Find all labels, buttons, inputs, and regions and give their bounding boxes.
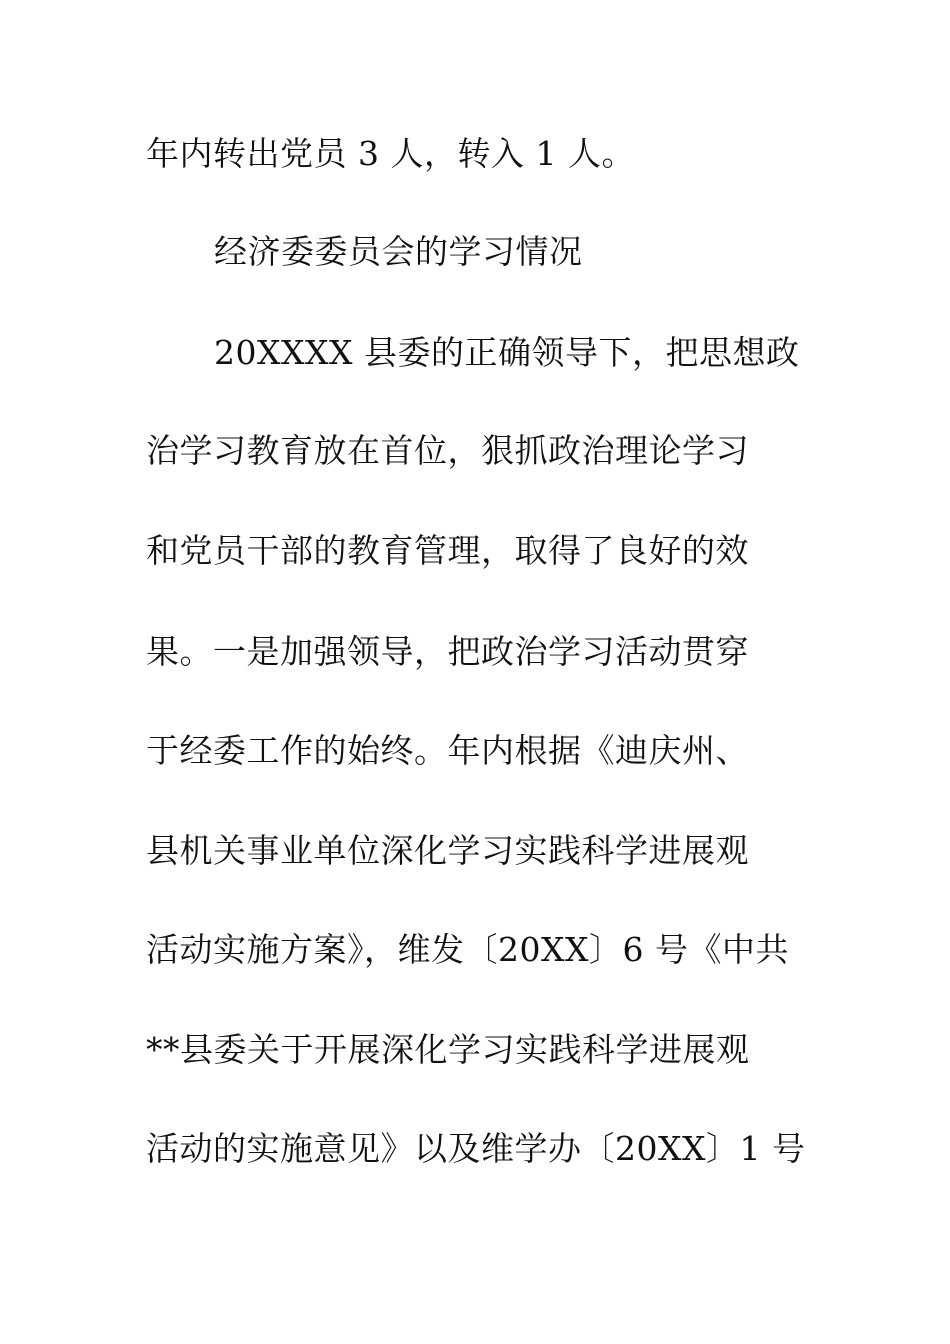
- paragraph-line: 年内转出党员 3 人，转入 1 人。: [146, 134, 635, 173]
- paragraph-line: 活动的实施意见》以及维学办〔20XX〕1 号: [146, 1129, 806, 1168]
- paragraph-line: 和党员干部的教育管理，取得了良好的效: [146, 531, 749, 570]
- paragraph-line: 果。一是加强领导，把政治学习活动贯穿: [146, 632, 749, 671]
- paragraph-line: 于经委工作的始终。年内根据《迪庆州、: [146, 731, 749, 770]
- paragraph-line: 20XXXX 县委的正确领导下，把思想政: [214, 333, 800, 372]
- paragraph-line: 治学习教育放在首位，狠抓政治理论学习: [146, 431, 749, 470]
- section-heading: 经济委委员会的学习情况: [214, 232, 583, 271]
- paragraph-line: 县机关事业单位深化学习实践科学进展观: [146, 831, 749, 870]
- paragraph-line: 活动实施方案》，维发〔20XX〕6 号《中共: [146, 930, 789, 969]
- paragraph-line: **县委关于开展深化学习实践科学进展观: [146, 1030, 750, 1069]
